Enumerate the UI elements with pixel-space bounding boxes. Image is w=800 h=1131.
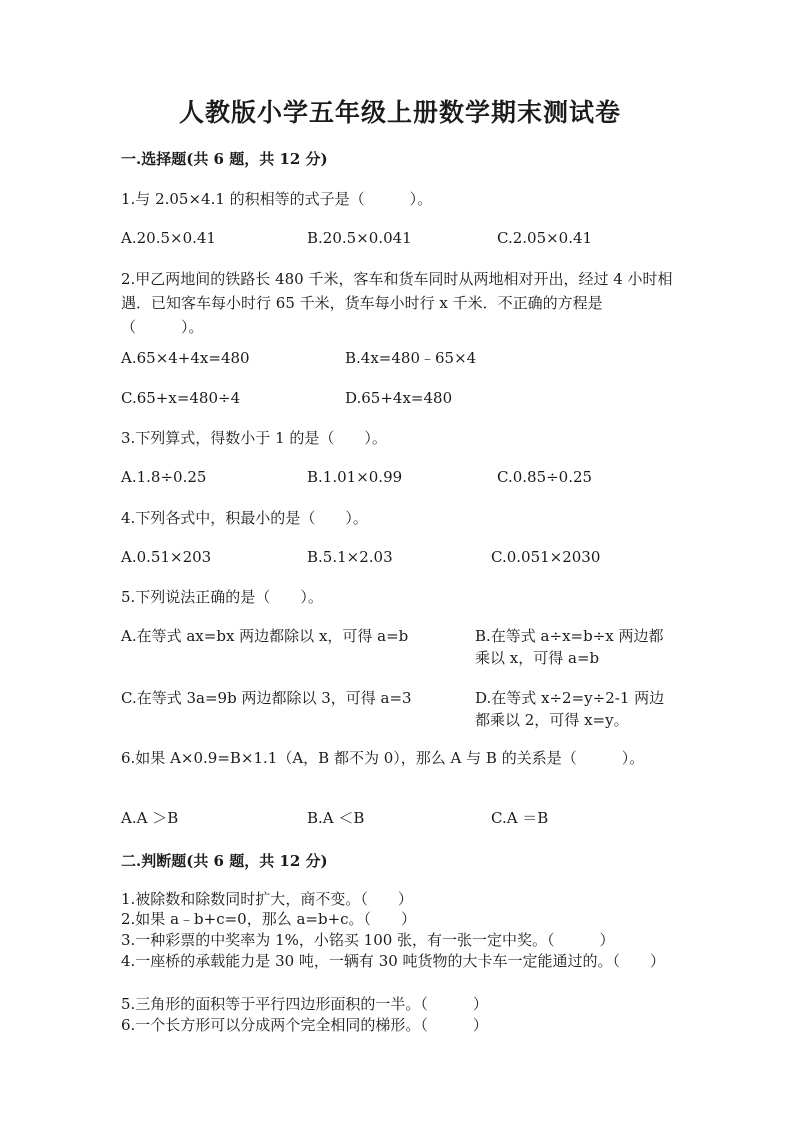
q2-option-a: A.65×4+4x=480 <box>121 349 250 367</box>
q6-option-b: B.A ＜B <box>307 809 365 827</box>
tf-item-6: 6.一个长方形可以分成两个完全相同的梯形。（ ） <box>121 1016 488 1034</box>
tf-item-3: 3.一种彩票的中奖率为 1%，小铭买 100 张，有一张一定中奖。（ ） <box>121 931 615 949</box>
q1-option-a: A.20.5×0.41 <box>121 229 216 247</box>
q4-option-a: A.0.51×203 <box>121 548 212 566</box>
q1-option-b: B.20.5×0.041 <box>307 229 412 247</box>
q2-option-b: B.4x=480﹣65×4 <box>345 349 477 367</box>
tf-item-5: 5.三角形的面积等于平行四边形面积的一半。（ ） <box>121 995 488 1013</box>
question-6: 6.如果 A×0.9=B×1.1（A，B 都不为 0），那么 A 与 B 的关系是（ ）。 <box>121 749 645 767</box>
section-heading-choice: 一.选择题(共 6 题，共 12 分) <box>121 150 328 168</box>
q2-option-d: D.65+4x=480 <box>345 389 453 407</box>
q5-option-b: B.在等式 a÷x=b÷x 两边都乘以 x，可得 a=b <box>475 627 664 667</box>
tf-item-1: 1.被除数和除数同时扩大，商不变。（ ） <box>121 890 413 908</box>
section-heading-true-false: 二.判断题(共 6 题，共 12 分) <box>121 852 328 870</box>
question-1: 1.与 2.05×4.1 的积相等的式子是（ ）。 <box>121 190 433 208</box>
page-title: 人教版小学五年级上册数学期末测试卷 <box>178 98 621 127</box>
question-5: 5.下列说法正确的是（ ）。 <box>121 588 323 606</box>
q4-option-c: C.0.051×2030 <box>491 548 601 566</box>
q5-option-d: D.在等式 x÷2=y÷2-1 两边都乘以 2，可得 x=y。 <box>475 689 665 729</box>
q5-option-c: C.在等式 3a=9b 两边都除以 3，可得 a=3 <box>121 689 412 707</box>
q2-option-c: C.65+x=480÷4 <box>121 389 241 407</box>
question-2: 2.甲乙两地间的铁路长 480 千米，客车和货车同时从两地相对开出，经过 4 小时相遇．已知客车每小时行 65 千米，货车每小时行 x 千米．不正确的方程是（ ）。 <box>121 270 673 336</box>
q1-option-c: C.2.05×0.41 <box>497 229 593 247</box>
q4-option-b: B.5.1×2.03 <box>307 548 393 566</box>
tf-item-2: 2.如果 a﹣b+c=0，那么 a=b+c。（ ） <box>121 910 417 928</box>
tf-item-4: 4.一座桥的承载能力是 30 吨，一辆有 30 吨货物的大卡车一定能通过的。（ ） <box>121 952 666 970</box>
q3-option-c: C.0.85÷0.25 <box>497 468 593 486</box>
q5-option-a: A.在等式 ax=bx 两边都除以 x，可得 a=b <box>121 627 409 645</box>
q6-option-a: A.A ＞B <box>121 809 179 827</box>
q3-option-a: A.1.8÷0.25 <box>121 468 207 486</box>
q6-option-c: C.A ＝B <box>491 809 549 827</box>
question-3: 3.下列算式，得数小于 1 的是（ ）。 <box>121 429 387 447</box>
q3-option-b: B.1.01×0.99 <box>307 468 403 486</box>
question-4: 4.下列各式中，积最小的是（ ）。 <box>121 509 368 527</box>
